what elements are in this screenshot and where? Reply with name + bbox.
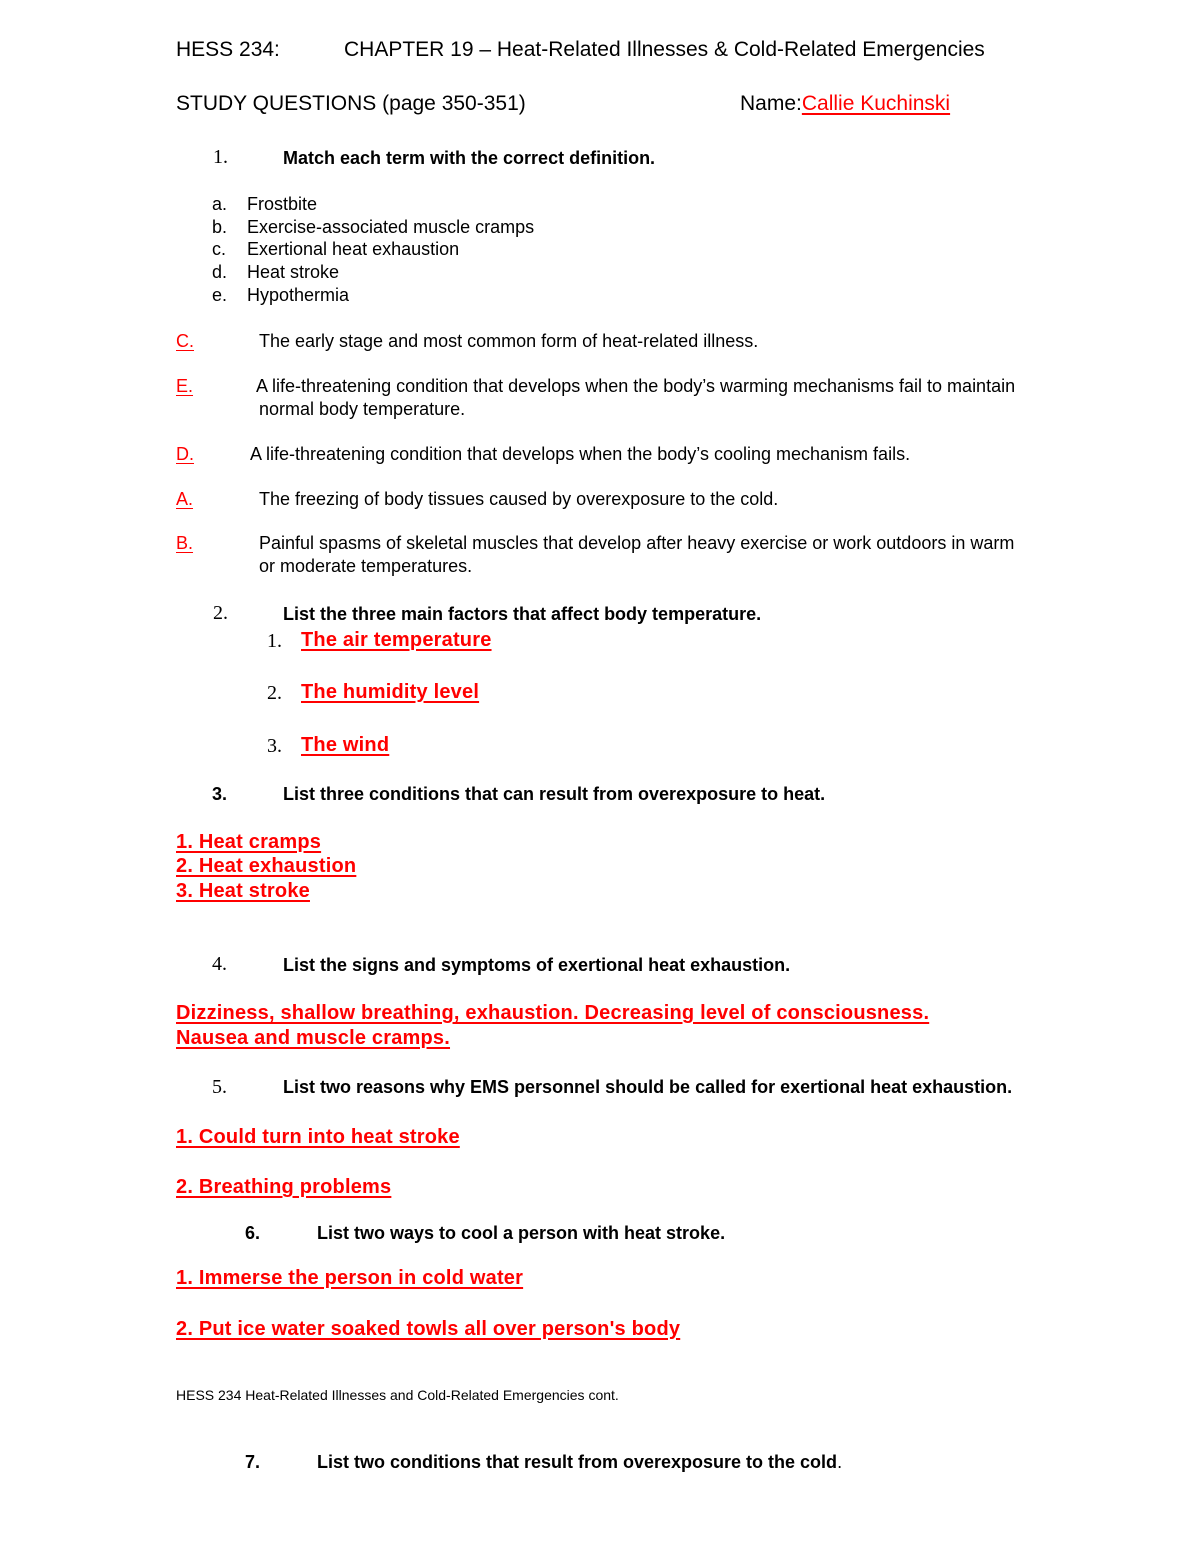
q4-number: 4. (212, 953, 227, 975)
q2-answer-number: 2. (267, 682, 282, 704)
q1-text: Match each term with the correct definition. (283, 148, 656, 168)
match-answer-blank: E. (176, 376, 194, 396)
q3-answer: 2. Heat exhaustion (176, 855, 357, 877)
term-letter: c. (212, 239, 227, 259)
term-letter: a. (212, 194, 228, 214)
q2-text: List the three main factors that affect body temperature. (283, 604, 762, 624)
term-item: Heat stroke (247, 262, 340, 282)
match-answer-blank: B. (176, 533, 194, 553)
q3-number: 3. (212, 784, 228, 804)
q5-answer: 1. Could turn into heat stroke (176, 1126, 460, 1148)
term-letter: d. (212, 262, 228, 282)
match-answer (176, 331, 252, 352)
q2-number: 2. (213, 602, 228, 624)
term-item: Exertional heat exhaustion (247, 239, 460, 259)
q7-text: List two conditions that result from overexposure to the cold (317, 1452, 838, 1472)
term-letter: e. (212, 285, 228, 305)
match-definition: Painful spasms of skeletal muscles that develop after heavy exercise or work outdoors in warm (259, 533, 1015, 553)
q5-number: 5. (212, 1076, 227, 1098)
q7-period: . (837, 1452, 843, 1472)
match-definition: The freezing of body tissues caused by overexposure to the cold. (259, 489, 779, 509)
match-answer (176, 489, 248, 510)
q7-number: 7. (245, 1452, 261, 1472)
match-answer-blank: D. (176, 444, 194, 464)
match-answer-blank: C. (176, 331, 194, 351)
name-value: Callie Kuchinski (801, 92, 951, 115)
term-letter: b. (212, 217, 228, 237)
q6-answer: 1. Immerse the person in cold water (176, 1267, 524, 1289)
term-item: Hypothermia (247, 285, 350, 305)
match-definition-cont: or moderate temperatures. (259, 556, 473, 576)
match-answer (176, 376, 248, 397)
term-item: Exercise-associated muscle cramps (247, 217, 535, 237)
q2-answer-number: 1. (267, 630, 282, 652)
q5-answer: 2. Breathing problems (176, 1176, 392, 1198)
q3-text: List three conditions that can result from overexposure to heat. (283, 784, 826, 804)
q2-answer: The air temperature (301, 629, 492, 651)
page-footer: HESS 234 Heat-Related Illnesses and Cold-Related Emergencies cont. (176, 1387, 619, 1403)
q1-number: 1. (213, 146, 228, 168)
term-item: Frostbite (247, 194, 318, 214)
q4-text: List the signs and symptoms of exertional heat exhaustion. (283, 955, 791, 975)
match-definition-cont: normal body temperature. (259, 399, 466, 419)
chapter-title: CHAPTER 19 – Heat-Related Illnesses & Cold-Related Emergencies (344, 38, 985, 61)
match-answer-blank: A. (176, 489, 194, 509)
match-answer (176, 444, 248, 465)
q4-answer-line1: Dizziness, shallow breathing, exhaustion. Decreasing level of consciousness. (176, 1002, 930, 1024)
match-answer (176, 533, 248, 554)
q3-answer: 1. Heat cramps (176, 831, 322, 853)
q2-answer: The wind (301, 734, 390, 756)
q2-answer: The humidity level (301, 681, 480, 703)
match-definition: A life-threatening condition that develops when the body’s cooling mechanism fails. (250, 444, 911, 464)
q7-line (317, 1452, 842, 1473)
q2-answer-number: 3. (267, 735, 282, 757)
match-definition: A life-threatening condition that develops when the body’s warming mechanisms fail to maintain (256, 376, 1016, 396)
q6-answer: 2. Put ice water soaked towls all over person's body (176, 1318, 681, 1340)
course-code: HESS 234: (176, 38, 280, 61)
match-definition: The early stage and most common form of heat-related illness. (259, 331, 759, 351)
q4-answer-line2: Nausea and muscle cramps. (176, 1027, 451, 1049)
q3-answer: 3. Heat stroke (176, 880, 310, 902)
q5-text: List two reasons why EMS personnel should be called for exertional heat exhaustion. (283, 1077, 1013, 1097)
name-label: Name: (740, 92, 802, 115)
study-questions-title: STUDY QUESTIONS (page 350-351) (176, 92, 526, 115)
q6-text: List two ways to cool a person with heat stroke. (317, 1223, 726, 1243)
q6-number: 6. (245, 1223, 261, 1243)
name-field (740, 92, 950, 116)
